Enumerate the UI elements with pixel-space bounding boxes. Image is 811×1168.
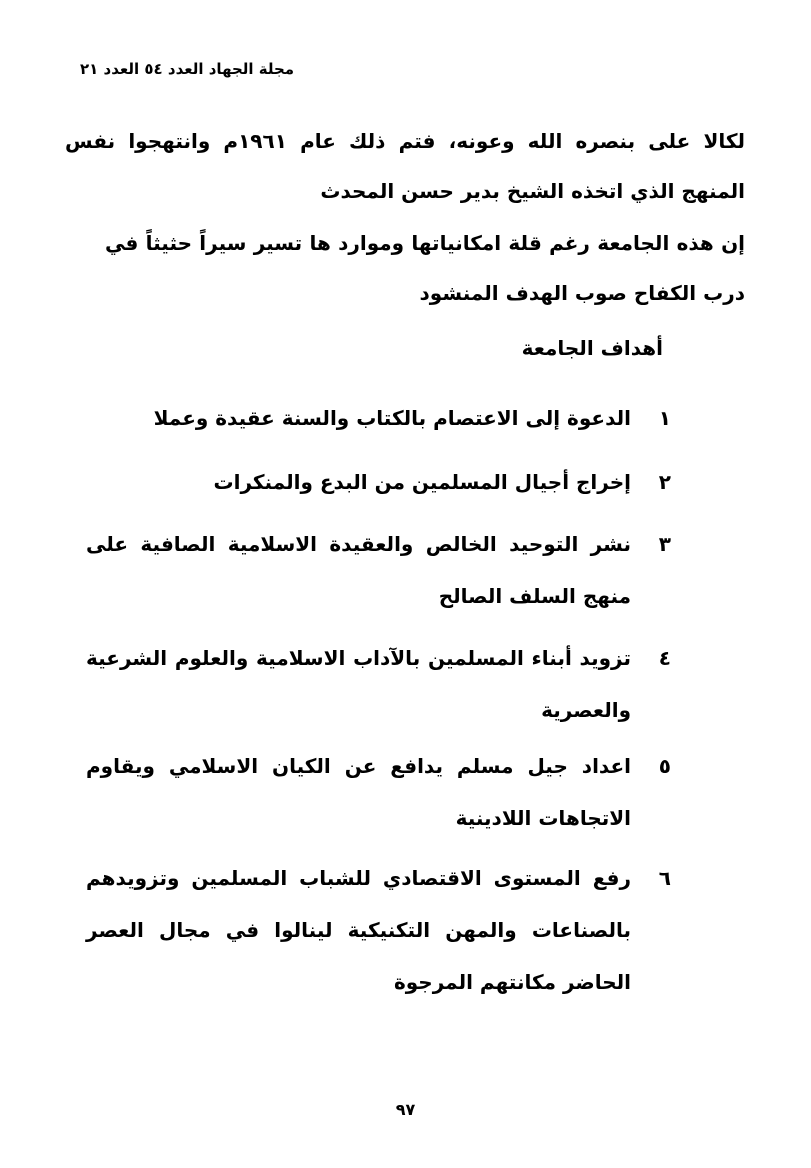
page-number: ٩٧ — [395, 1100, 416, 1119]
goal-number: ٢ — [658, 470, 671, 494]
running-header: مجلة الجهاد العدد ٥٤ العدد ٢١ — [80, 60, 295, 78]
goal-item: إخراج أجيال المسلمين من البدع والمنكرات — [213, 470, 631, 494]
paragraph-history: لكالا على بنصره الله وعونه، فتم ذلك عام ١٩٦١م وانتهجوا نفس المنهج الذي اتخذه الشيخ بدير حسن المحدث — [65, 129, 745, 203]
goal-item: اعداد جيل مسلم يدافع عن الكيان الاسلامي ويقاوم الاتجاهات اللادينية — [86, 754, 631, 830]
goal-item: رفع المستوى الاقتصادي للشباب المسلمين وتزويدهم بالصناعات والمهن التكنيكية لينالوا في مجال العصر الحاضر مكانتهم المرجوة — [86, 866, 631, 994]
goal-item: نشر التوحيد الخالص والعقيدة الاسلامية الصافية على منهج السلف الصالح — [86, 532, 631, 608]
goal-number: ٥ — [658, 754, 671, 778]
goal-number: ٣ — [658, 532, 671, 556]
goal-number: ١ — [658, 406, 671, 430]
paragraph-progress: إن هذه الجامعة رغم قلة امكانياتها وموارد ها تسير سيراً حثيثاً في درب الكفاح صوب الهدف المنشود — [105, 231, 745, 305]
goal-number: ٤ — [658, 646, 671, 670]
goal-item: الدعوة إلى الاعتصام بالكتاب والسنة عقيدة وعملا — [153, 406, 631, 430]
goal-number: ٦ — [658, 866, 671, 890]
goal-item: تزويد أبناء المسلمين بالآداب الاسلامية والعلوم الشرعية والعصرية — [86, 646, 631, 722]
goals-heading: أهداف الجامعة — [521, 336, 663, 360]
